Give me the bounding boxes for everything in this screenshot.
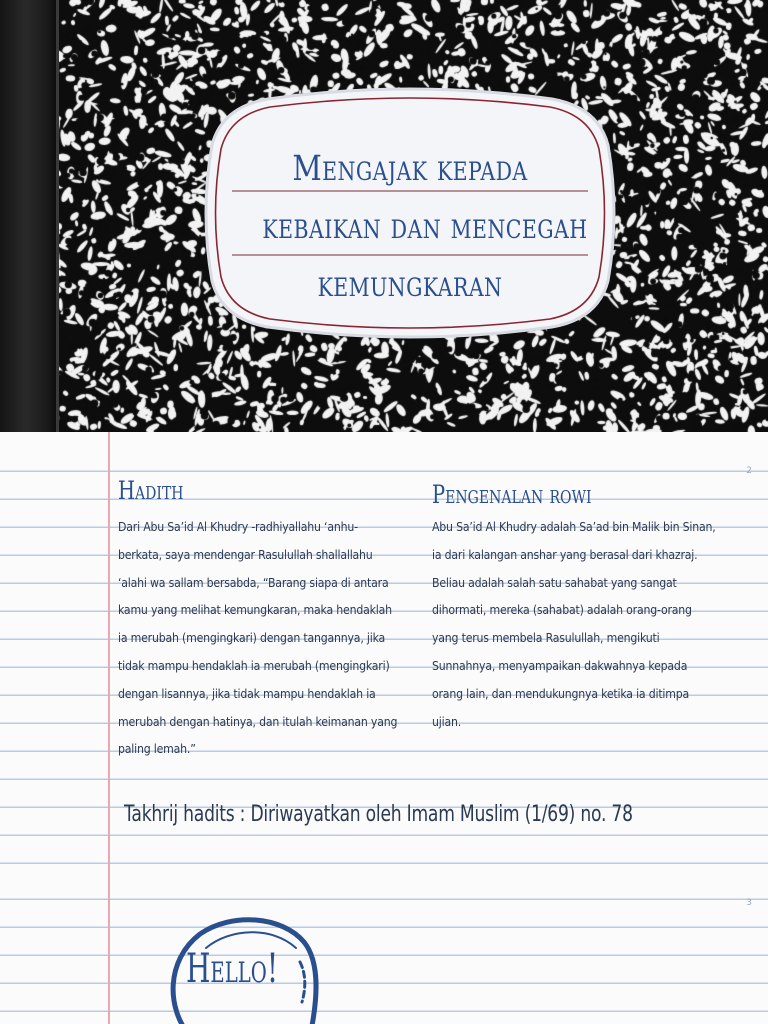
rowi-line: orang lain, dan mendukungnya ketika ia ditimpa — [432, 686, 690, 701]
hadith-line: merubah dengan hatinya, dan itulah keimanan yang — [118, 714, 398, 729]
rowi-line: dihormati, mereka (sahabat) adalah orang-orang — [432, 603, 692, 618]
hadith-line: Dari Abu Sa’id Al Khudry -radhiyallahu ‘anhu- — [118, 520, 358, 534]
page-number: 3 — [746, 898, 752, 908]
rowi-line: Beliau adalah salah satu sahabat yang sangat — [432, 575, 677, 590]
rowi-line: yang terus membela Rasulullah, mengikuti — [432, 631, 660, 646]
rowi-text — [432, 514, 716, 736]
rowi-line: ia dari kalangan anshar yang berasal dari khazraj. — [432, 547, 698, 562]
rowi-line: Sunnahnya, menyampaikan dakwahnya kepada — [432, 658, 688, 673]
hadith-line: ‘alahi wa sallam bersabda, “Barang siapa di antara — [118, 575, 389, 590]
hadith-line: berkata, saya mendengar Rasulullah shallallahu — [118, 547, 373, 562]
hadith-line: dengan lisannya, jika tidak mampu hendaklah ia — [118, 686, 376, 701]
hello-text: Hello! — [186, 946, 279, 992]
cover-title-line-3: kemungkaran — [317, 265, 503, 305]
notebook-spine — [0, 0, 58, 432]
cover-title-line-1: Mengajak kepada — [292, 149, 528, 189]
page-number: 2 — [746, 466, 752, 476]
cover-title-line-2: kebaikan dan mencegah — [262, 207, 588, 247]
margin-line — [108, 864, 110, 1024]
rowi-line: ujian. — [432, 714, 461, 729]
hadith-line: ia merubah (mengingkari) dengan tangannya, jika — [118, 631, 386, 646]
hadith-heading: Hadith — [118, 476, 184, 505]
hello-slide — [0, 864, 768, 1024]
hadith-text — [118, 514, 397, 764]
rowi-line: Abu Sa’id Al Khudry adalah Sa’ad bin Malik bin Sinan, — [432, 520, 716, 534]
takhrij-note: Takhrij hadits : Diriwayatkan oleh Imam Muslim (1/69) no. 78 — [124, 802, 633, 827]
hadith-line: kamu yang melihat kemungkaran, maka hendaklah — [118, 603, 392, 618]
rowi-heading: Pengenalan rowi — [432, 480, 592, 509]
spine-edge — [56, 0, 59, 432]
hadith-slide — [0, 432, 768, 864]
cover-title — [230, 140, 590, 314]
margin-line — [108, 432, 110, 864]
hadith-line: paling lemah.” — [118, 742, 196, 757]
hadith-line: tidak mampu hendaklah ia merubah (mengingkari) — [118, 658, 390, 673]
cover-slide — [0, 0, 768, 432]
